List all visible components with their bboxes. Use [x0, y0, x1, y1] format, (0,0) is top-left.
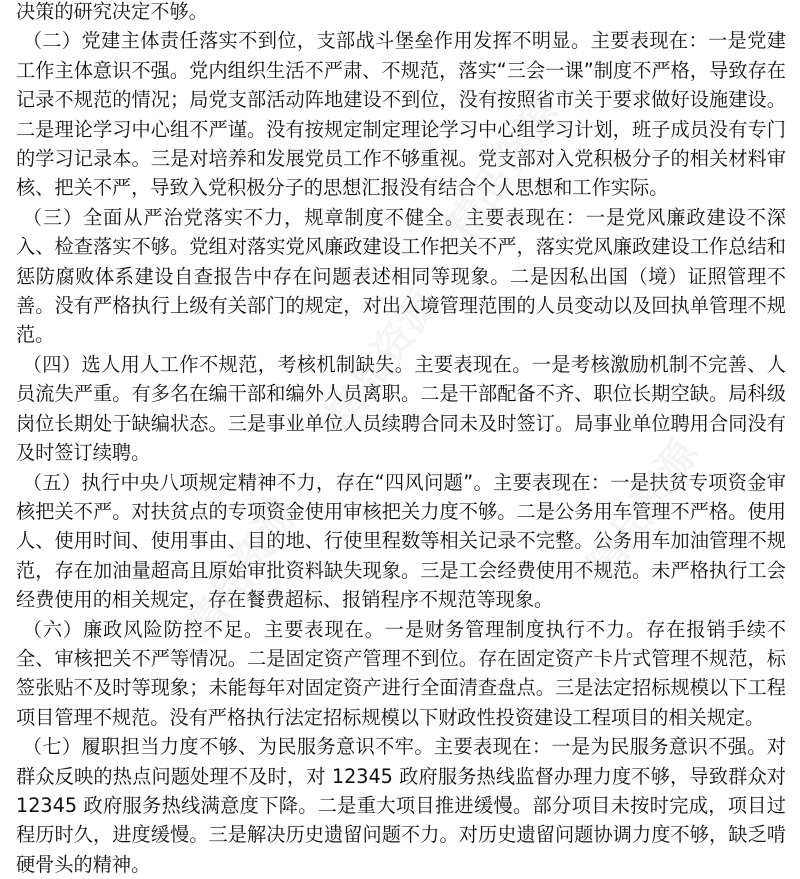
watermark-text: 精品资源 [578, 431, 708, 590]
paragraph-section-2: （二）党建主体责任落实不到位，支部战斗堡垒作用发挥不明显。主要表现在：一是党建工作主体意识不强。党内组织生活不严肃、不规范，落实“三会一课”制度不严格，导致存在记录不规范的情况；局党支部活动阵地建设不到位，没有按照省市关于要求做好设施建设。二是理论学习中心组不严谨。没有按规定制定理论学习中心组学习计划，班子成员没有专门的学习记录本。三是对培养和发展党员工作不够重视。党支部对入党积极分子的相关材料审核、把关不严，导致入党积极分子的思想汇报没有结合个人思想和工作实际。 [16, 29, 786, 200]
paragraph-section-7: （七）履职担当力度不够、为民服务意识不牢。主要表现在：一是为民服务意识不强。对群众反映的热点问题处理不及时，对 12345 政府服务热线监督办理力度不够，导致群众对 12345 政府服务热线满意度下降。二是重大项目推进缓慢。部分项目未按时完成，项目过程历时久，进度缓慢。三是解决历史遗留问题不力。对历史遗留问题协调力度不够，缺乏啃硬骨头的精神。 [16, 735, 786, 876]
paragraph-continuation: 决策的研究决定不够。 [16, 0, 208, 23]
paragraph-section-3: （三）全面从严治党落实不力，规章制度不健全。主要表现在：一是党风廉政建设不深入、检查落实不够。党组对落实党风廉政建设工作把关不严，落实党风廉政建设工作总结和惩防腐败体系建设自查报告中存在问题表述相同等现象。二是因私出国（境）证照管理不善。没有严格执行上级有关部门的规定，对出入境管理范围的人员变动以及回执单管理不规范。 [16, 205, 786, 347]
watermark-text: 精品资源 [318, 281, 448, 440]
watermark-text: 精品资源 [178, 491, 308, 650]
document-page [16, 0, 786, 879]
paragraph-section-6: （六）廉政风险防控不足。主要表现在。一是财务管理制度执行不力。存在报销手续不全、审核把关不严等情况。二是固定资产管理不到位。存在固定资产卡片式管理不规范，标签张贴不及时等现象；未能每年对固定资产进行全面清查盘点。三是法定招标规模以下工程项目管理不规范。没有严格执行法定招标规模以下财政性投资建设工程项目的相关规定。 [16, 617, 786, 729]
paragraph-section-5: （五）执行中央八项规定精神不力，存在“四风问题”。主要表现在：一是扶贫专项资金审核把关不严。对扶贫点的专项资金使用审核把关力度不够。二是公务用车管理不严格。使用人、使用时间、使用事由、目的地、行使里程数等相关记录不完整。公务用车加油管理不规范，存在加油量超高且原始审批资料缺失现象。三是工会经费使用不规范。未严格执行工会经费使用的相关规定，存在餐费超标、报销程序不规范等现象。 [16, 470, 786, 612]
paragraph-section-4: （四）选人用人工作不规范，考核机制缺失。主要表现在。一是考核激励机制不完善、人员流失严重。有多名在编干部和编外人员离职。二是干部配备不齐、职位长期空缺。局科级岗位长期处于缺编状态。三是事业单位人员续聘合同未及时签订。局事业单位聘用合同没有及时签订续聘。 [16, 352, 786, 465]
watermark-text: 精品资源 [438, 91, 568, 250]
